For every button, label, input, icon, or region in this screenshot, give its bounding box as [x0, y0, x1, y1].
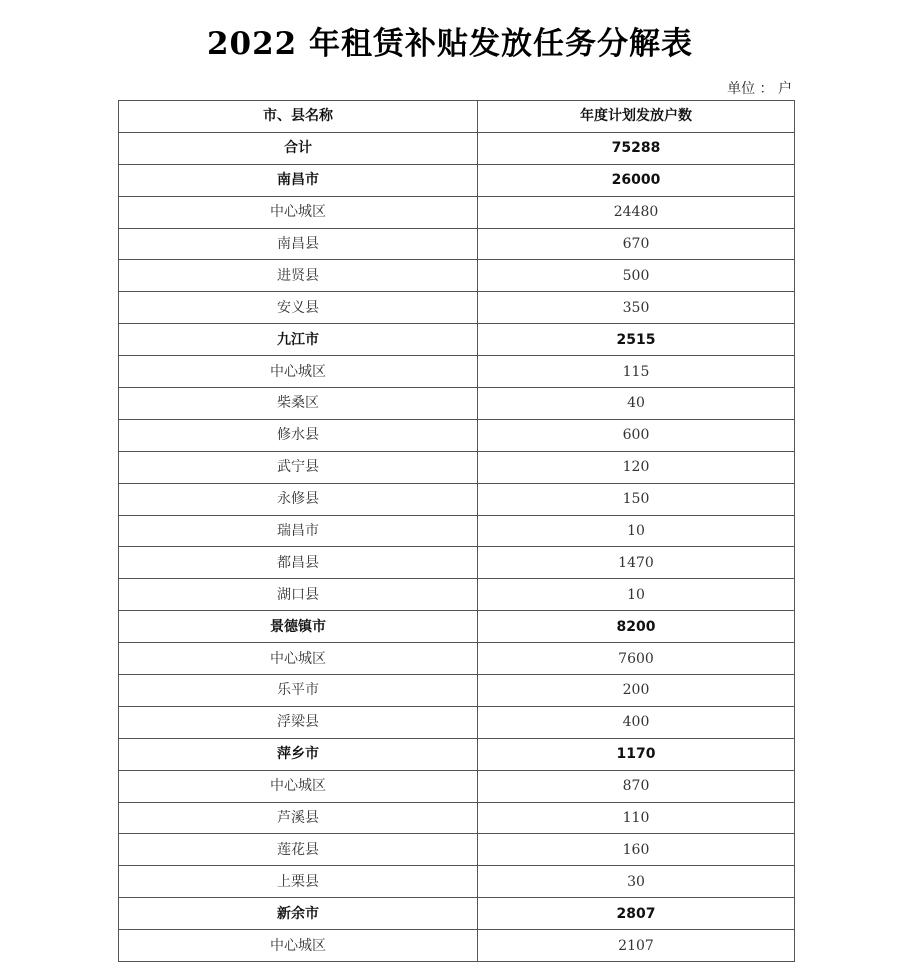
- table-row: [119, 834, 795, 866]
- table-row: [119, 196, 795, 228]
- household-count-cell: 2107: [478, 930, 795, 962]
- table-row: [119, 547, 795, 579]
- table-row-subtotal: [119, 611, 795, 643]
- region-name-cell: 中心城区: [119, 930, 478, 962]
- region-name-cell: 瑞昌市: [119, 515, 478, 547]
- table-row-subtotal: [119, 898, 795, 930]
- household-count-cell: 40: [478, 388, 795, 420]
- unit-label: 单位 ： 户: [727, 81, 792, 97]
- table-row-subtotal: [119, 132, 795, 164]
- household-count-cell: 30: [478, 866, 795, 898]
- household-count-cell: 500: [478, 260, 795, 292]
- region-name-cell: 景德镇市: [119, 611, 478, 643]
- table-row: [119, 675, 795, 707]
- household-count-cell: 75288: [478, 132, 795, 164]
- region-name-cell: 上栗县: [119, 866, 478, 898]
- region-name-cell: 中心城区: [119, 196, 478, 228]
- table-row: [119, 292, 795, 324]
- table-row: [119, 802, 795, 834]
- household-count-cell: 26000: [478, 164, 795, 196]
- region-name-cell: 中心城区: [119, 643, 478, 675]
- column-header-name: 市、县名称: [119, 101, 478, 133]
- region-name-cell: 中心城区: [119, 770, 478, 802]
- allocation-table: [118, 100, 795, 962]
- table-row: [119, 228, 795, 260]
- household-count-cell: 10: [478, 515, 795, 547]
- region-name-cell: 修水县: [119, 419, 478, 451]
- region-name-cell: 南昌县: [119, 228, 478, 260]
- household-count-cell: 120: [478, 451, 795, 483]
- household-count-cell: 1170: [478, 738, 795, 770]
- region-name-cell: 萍乡市: [119, 738, 478, 770]
- region-name-cell: 南昌市: [119, 164, 478, 196]
- household-count-cell: 670: [478, 228, 795, 260]
- region-name-cell: 武宁县: [119, 451, 478, 483]
- region-name-cell: 柴桑区: [119, 388, 478, 420]
- table-row-subtotal: [119, 164, 795, 196]
- table-row: [119, 706, 795, 738]
- household-count-cell: 200: [478, 675, 795, 707]
- region-name-cell: 中心城区: [119, 356, 478, 388]
- table-header-row: [119, 101, 795, 133]
- region-name-cell: 莲花县: [119, 834, 478, 866]
- table-row: [119, 770, 795, 802]
- table-row: [119, 866, 795, 898]
- household-count-cell: 110: [478, 802, 795, 834]
- region-name-cell: 芦溪县: [119, 802, 478, 834]
- household-count-cell: 400: [478, 706, 795, 738]
- table-row: [119, 643, 795, 675]
- region-name-cell: 乐平市: [119, 675, 478, 707]
- household-count-cell: 2807: [478, 898, 795, 930]
- household-count-cell: 160: [478, 834, 795, 866]
- table-row: [119, 260, 795, 292]
- table-row-subtotal: [119, 738, 795, 770]
- table-row: [119, 930, 795, 962]
- table-row: [119, 451, 795, 483]
- region-name-cell: 浮梁县: [119, 706, 478, 738]
- document-title: 2022 年租赁补贴发放任务分解表: [206, 26, 694, 62]
- household-count-cell: 2515: [478, 324, 795, 356]
- table-row: [119, 579, 795, 611]
- table-row: [119, 356, 795, 388]
- household-count-cell: 10: [478, 579, 795, 611]
- household-count-cell: 600: [478, 419, 795, 451]
- household-count-cell: 24480: [478, 196, 795, 228]
- table-row: [119, 388, 795, 420]
- region-name-cell: 湖口县: [119, 579, 478, 611]
- household-count-cell: 7600: [478, 643, 795, 675]
- table-row: [119, 483, 795, 515]
- region-name-cell: 永修县: [119, 483, 478, 515]
- column-header-households: 年度计划发放户数: [478, 101, 795, 133]
- table-row: [119, 515, 795, 547]
- household-count-cell: 115: [478, 356, 795, 388]
- region-name-cell: 新余市: [119, 898, 478, 930]
- household-count-cell: 1470: [478, 547, 795, 579]
- household-count-cell: 870: [478, 770, 795, 802]
- table-row: [119, 419, 795, 451]
- region-name-cell: 都昌县: [119, 547, 478, 579]
- table-row-subtotal: [119, 324, 795, 356]
- household-count-cell: 8200: [478, 611, 795, 643]
- region-name-cell: 进贤县: [119, 260, 478, 292]
- household-count-cell: 150: [478, 483, 795, 515]
- region-name-cell: 合计: [119, 132, 478, 164]
- household-count-cell: 350: [478, 292, 795, 324]
- region-name-cell: 安义县: [119, 292, 478, 324]
- region-name-cell: 九江市: [119, 324, 478, 356]
